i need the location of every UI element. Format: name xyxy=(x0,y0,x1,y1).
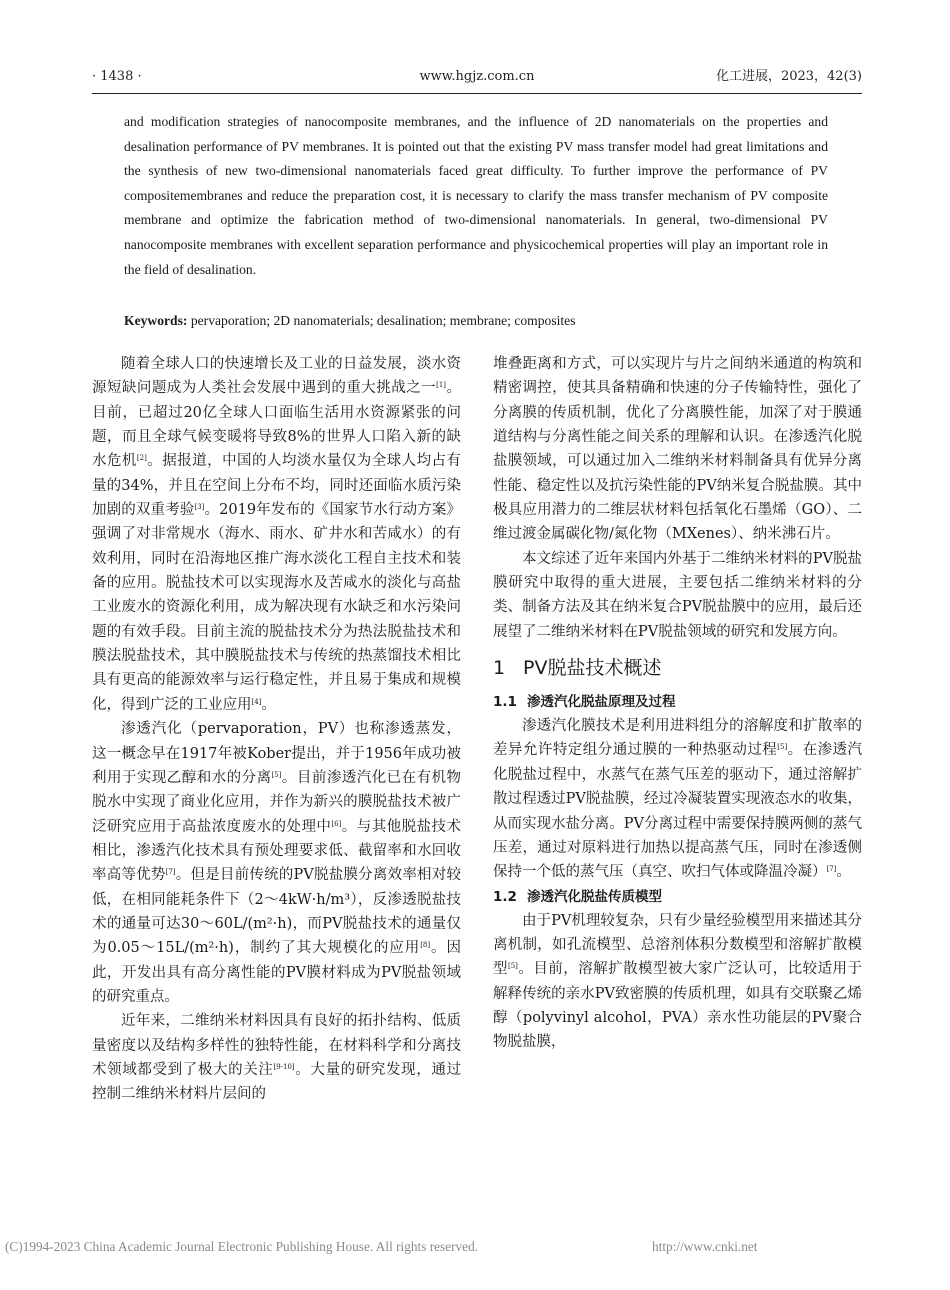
cnki-link[interactable]: http://www.cnki.net xyxy=(652,1239,758,1254)
journal-website[interactable]: www.hgjz.com.cn xyxy=(419,69,535,84)
citation-ref[interactable]: [4] xyxy=(251,697,262,706)
citation-ref[interactable]: [1] xyxy=(436,381,447,390)
page-number: · 1438 · xyxy=(92,69,142,84)
right-column xyxy=(493,352,862,1055)
citation-ref[interactable]: [7] xyxy=(165,868,176,877)
citation-ref[interactable]: [5] xyxy=(507,962,518,971)
citation-ref[interactable]: [5] xyxy=(271,770,282,779)
left-column xyxy=(92,352,461,1107)
section-heading-1: 1 PV脱盐技术概述 xyxy=(493,657,662,680)
paragraph-review-scope: 本文综述了近年来国内外基于二维纳米材料的PV脱盐膜研究中取得的重大进展，主要包括二维纳米材料的分类、制备方法及其在纳米复合PV脱盐膜中的应用，最后还展望了二维纳米材料在PV脱盐领域的研究和发展方向。 xyxy=(493,550,862,640)
citation-ref[interactable]: [7] xyxy=(826,865,837,874)
citation-ref[interactable]: [9-10] xyxy=(273,1062,295,1071)
citation-ref[interactable]: [6] xyxy=(331,819,342,828)
keywords-label: Keywords: xyxy=(124,313,188,328)
citation-ref[interactable]: [3] xyxy=(194,503,205,512)
paragraph-mass-transfer: 由于PV机理较复杂，只有少量经验模型用来描述其分离机制，如孔流模型、总溶剂体积分数模型和溶解扩散模型[5]。目前，溶解扩散模型被大家广泛认可，比较适用于解释传统的亲水PV致密膜的传质机理，如具有交联聚乙烯醇（polyvinyl alcohol，PVA）亲水性功能层的PV聚合物脱盐膜， xyxy=(493,912,863,1051)
keywords xyxy=(124,309,828,333)
paragraph-continued: 堆叠距离和方式，可以实现片与片之间纳米通道的构筑和精密调控，使其具备精确和快速的分子传输特性，强化了分离膜的传质机制，优化了分离膜性能，加深了对于膜通道结构与分离性能之间关系的理解和认识。在渗透汽化脱盐膜领域，可以通过加入二维纳米材料制备具有优异分离性能、稳定性以及抗污染性能的PV纳米复合脱盐膜。其中极具应用潜力的二维层状材料包括氧化石墨烯（GO）、二维过渡金属碳化物/氮化物（MXenes）、纳米沸石片。 xyxy=(493,356,862,543)
citation-ref[interactable]: [5] xyxy=(777,743,788,752)
running-header xyxy=(92,66,862,88)
english-abstract: and modification strategies of nanocomposite membranes, and the influence of 2D nanomaterials on the properties and desalination performance of PV membranes. It is pointed out that the existing PV mass transfer model had great limitations and the synthesis of new two-dimensional nanomaterials faced great difficulty. To further improve the performance of PV compositemembranes and reduce the preparation cost, it is necessary to clarify the mass transfer mechanism of PV composite membrane and optimize the fabrication method of two-dimensional nanomaterials. In general, two-dimensional PV nanocomposite membranes with excellent separation performance and physicochemical properties will play an important role in the field of desalination. xyxy=(124,114,828,277)
copyright-notice: (C)1994-2023 China Academic Journal Electronic Publishing House. All rights reserved. xyxy=(5,1239,479,1254)
journal-citation: 化工进展，2023，42(3) xyxy=(715,69,862,84)
paragraph-intro-1: 随着全球人口的快速增长及工业的日益发展，淡水资源短缺问题成为人类社会发展中遇到的重大挑战之一[1]。目前，已超过20亿全球人口面临生活用水资源紧张的问题，而且全球气候变暖将导致8%的世界人口陷入新的缺水危机[2]。据报道，中国的人均淡水量仅为全球人均占有量的34%，并且在空间上分布不均，同时还面临水质污染加剧的双重考验[3]。2019年发布的《国家节水行动方案》强调了对非常规水（海水、雨水、矿井水和苦咸水）的有效利用，同时在沿海地区推广海水淡化工程自主技术和装备的应用。脱盐技术可以实现海水及苦咸水的淡化与高盐工业废水的资源化利用，成为解决现有水缺乏和水污染问题的有效手段。目前主流的脱盐技术分为热法脱盐技术和膜法脱盐技术，其中膜脱盐技术与传统的热蒸馏技术相比具有更高的能源效率与运行稳定性，并且易于集成和规模化，得到广泛的工业应用[4]。 xyxy=(92,356,462,713)
subsection-heading-1-1: 1.1 渗透汽化脱盐原理及过程 xyxy=(493,694,676,711)
citation-ref[interactable]: [8] xyxy=(420,941,431,950)
keywords-list: pervaporation; 2D nanomaterials; desalination; membrane; composites xyxy=(187,313,576,328)
subsection-heading-1-2: 1.2 渗透汽化脱盐传质模型 xyxy=(493,888,662,905)
paragraph-pv-principle: 渗透汽化膜技术是利用进料组分的溶解度和扩散率的差异允许特定组分通过膜的一种热驱动过程[5]。在渗透汽化脱盐过程中，水蒸气在蒸气压差的驱动下，通过溶解扩散过程透过PV脱盐膜，经过冷凝装置实现液态水的收集，从而实现水盐分离。PV分离过程中需要保持膜两侧的蒸气压差，通过对原料进行加热以提高蒸气压，同时在渗透侧保持一个低的蒸气压（真空、吹扫气体或降温冷凝）[7]。 xyxy=(493,718,863,881)
paragraph-intro-2: 渗透汽化（pervaporation，PV）也称渗透蒸发，这一概念早在1917年被Kober提出，并于1956年成功被利用于实现乙醇和水的分离[5]。目前渗透汽化已在有机物脱水中实现了商业化应用，并作为新兴的膜脱盐技术被广泛研究应用于高盐浓度废水的处理中[6]。与其他脱盐技术相比，渗透汽化技术具有预处理要求低、截留率和水回收率高等优势[7]。但是目前传统的PV脱盐膜分离效率相对较低，在相同能耗条件下（2～4kW·h/m³），反渗透脱盐技术的通量可达30～60L/(m²·h)，而PV脱盐技术的通量仅为0.05～15L/(m²·h)，制约了其大规模化的应用[8]。因此，开发出具有高分离性能的PV膜材料成为PV脱盐领域的研究重点。 xyxy=(92,721,462,1005)
citation-ref[interactable]: [2] xyxy=(136,454,147,463)
paragraph-intro-3: 近年来，二维纳米材料因具有良好的拓扑结构、低质量密度以及结构多样性的独特性能，在材料科学和分离技术领域都受到了极大的关注[9-10]。大量的研究发现，通过控制二维纳米材料片层间的 xyxy=(92,1013,462,1103)
header-rule xyxy=(92,93,862,94)
